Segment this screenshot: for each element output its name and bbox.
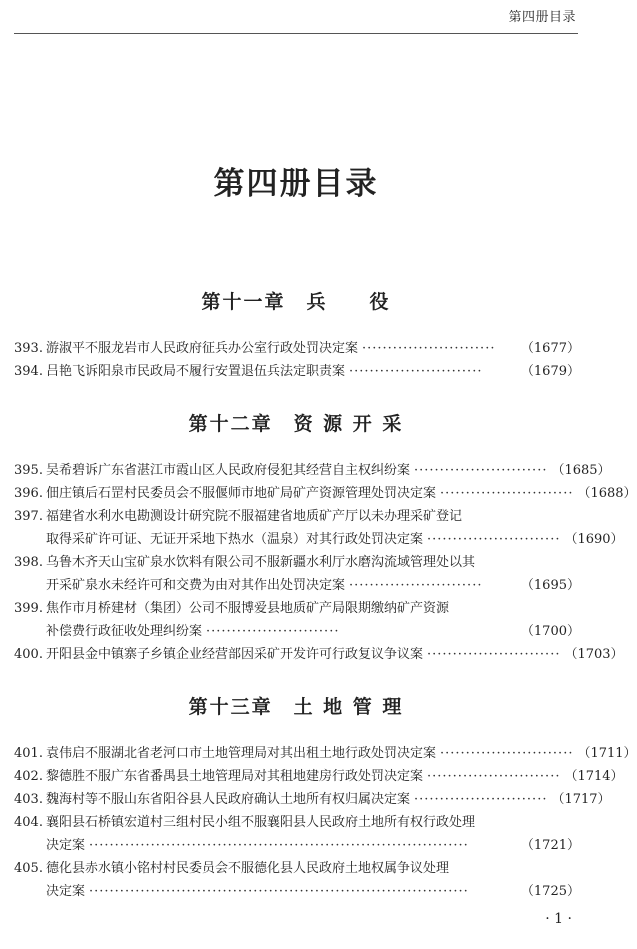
entry-page: （1700）: [520, 624, 580, 639]
dot-leader: ··························: [362, 341, 496, 356]
entry-title: 游淑平不服龙岩市人民政府征兵办公室行政处罚决定案: [46, 341, 359, 356]
toc-entry-402[interactable]: [14, 765, 624, 788]
entry-page: （1677）: [520, 341, 580, 356]
entry-title: 吕艳飞诉阳泉市民政局不履行安置退伍兵法定职责案: [46, 364, 346, 379]
chapter-heading: 第十二章 资 源 开 采: [188, 413, 404, 435]
entry-number: 395.: [14, 463, 43, 478]
entry-number: 404.: [14, 815, 43, 830]
toc-entry-393[interactable]: [14, 337, 580, 360]
entry-number: 402.: [14, 769, 43, 784]
entry-number: 397.: [14, 509, 43, 524]
dot-leader: ··························: [414, 792, 548, 807]
entry-number: 400.: [14, 647, 43, 662]
page-number: · 1 ·: [545, 911, 572, 927]
dot-leader: ··························: [414, 463, 548, 478]
entry-page: （1714）: [564, 769, 624, 784]
dot-leader: ··························: [440, 486, 574, 501]
page-title: 第四册目录: [213, 166, 379, 202]
dot-leader: ··········································································: [89, 838, 469, 853]
entry-title: 袁伟启不服湖北省老河口市土地管理局对其出租土地行政处罚决定案: [46, 746, 437, 761]
toc-entry-394[interactable]: [14, 360, 580, 383]
toc-entry-400[interactable]: [14, 643, 624, 666]
entry-title: 福建省水利水电勘测设计研究院不服福建省地质矿产厅以未办理采矿登记: [46, 509, 463, 524]
running-header: 第四册目录: [508, 10, 576, 25]
entry-page: （1703）: [564, 647, 624, 662]
entry-page: （1688）: [577, 486, 637, 501]
entry-number: 405.: [14, 861, 43, 876]
entry-title-continued: 决定案: [46, 884, 86, 899]
dot-leader: ··························: [427, 647, 561, 662]
toc-entry-396[interactable]: [14, 482, 637, 505]
entry-page: （1721）: [520, 838, 580, 853]
entry-title-continued: 决定案: [46, 838, 86, 853]
dot-leader: ··························: [349, 578, 483, 593]
entry-title-continued: 开采矿泉水未经许可和交费为由对其作出处罚决定案: [46, 578, 346, 593]
toc-entry-405[interactable]: [14, 857, 580, 903]
dot-leader: ··························: [206, 624, 340, 639]
toc-entry-398[interactable]: [14, 551, 580, 597]
toc-entry-397[interactable]: [14, 505, 624, 551]
entry-title-continued: 补偿费行政征收处理纠纷案: [46, 624, 203, 639]
toc-entry-395[interactable]: [14, 459, 611, 482]
entry-page: （1695）: [520, 578, 580, 593]
dot-leader: ··························: [440, 746, 574, 761]
entry-title: 乌鲁木齐天山宝矿泉水饮料有限公司不服新疆水利厅水磨沟流域管理处以其: [46, 555, 476, 570]
toc-entry-399[interactable]: [14, 597, 580, 643]
dot-leader: ··························: [427, 769, 561, 784]
dot-leader: ··························: [349, 364, 483, 379]
entry-title: 魏海村等不服山东省阳谷县人民政府确认土地所有权归属决定案: [46, 792, 411, 807]
entry-page: （1717）: [551, 792, 611, 807]
header-rule: [14, 33, 578, 34]
chapter-heading: 第十一章 兵 役: [201, 291, 391, 313]
entry-title: 开阳县金中镇寨子乡镇企业经营部因采矿开发许可行政复议争议案: [46, 647, 424, 662]
entry-title-continued: 取得采矿许可证、无证开采地下热水（温泉）对其行政处罚决定案: [46, 532, 424, 547]
entry-number: 401.: [14, 746, 43, 761]
toc-entry-401[interactable]: [14, 742, 637, 765]
dot-leader: ··········································································: [89, 884, 469, 899]
toc-entry-403[interactable]: [14, 788, 611, 811]
entry-title: 焦作市月桥建材（集团）公司不服博爱县地质矿产局限期缴纳矿产资源: [46, 601, 450, 616]
entry-page: （1685）: [551, 463, 611, 478]
entry-number: 399.: [14, 601, 43, 616]
entry-number: 396.: [14, 486, 43, 501]
entry-title: 佃庄镇后石罡村民委员会不服偃师市地矿局矿产资源管理处罚决定案: [46, 486, 437, 501]
toc-entry-404[interactable]: [14, 811, 580, 857]
entry-title: 黎德胜不服广东省番禺县土地管理局对其租地建房行政处罚决定案: [46, 769, 424, 784]
entry-title: 襄阳县石桥镇宏道村三组村民小组不服襄阳县人民政府土地所有权行政处理: [46, 815, 476, 830]
entry-number: 398.: [14, 555, 43, 570]
entry-page: （1690）: [564, 532, 624, 547]
chapter-heading: 第十三章 土 地 管 理: [188, 696, 404, 718]
dot-leader: ··························: [427, 532, 561, 547]
entry-page: （1711）: [577, 746, 637, 761]
entry-title: 吴希碧诉广东省湛江市霞山区人民政府侵犯其经营自主权纠纷案: [46, 463, 411, 478]
entry-number: 403.: [14, 792, 43, 807]
entry-title: 德化县赤水镇小铭村村民委员会不服德化县人民政府土地权属争议处理: [46, 861, 450, 876]
entry-page: （1725）: [520, 884, 580, 899]
entry-number: 394.: [14, 364, 43, 379]
entry-page: （1679）: [520, 364, 580, 379]
entry-number: 393.: [14, 341, 43, 356]
